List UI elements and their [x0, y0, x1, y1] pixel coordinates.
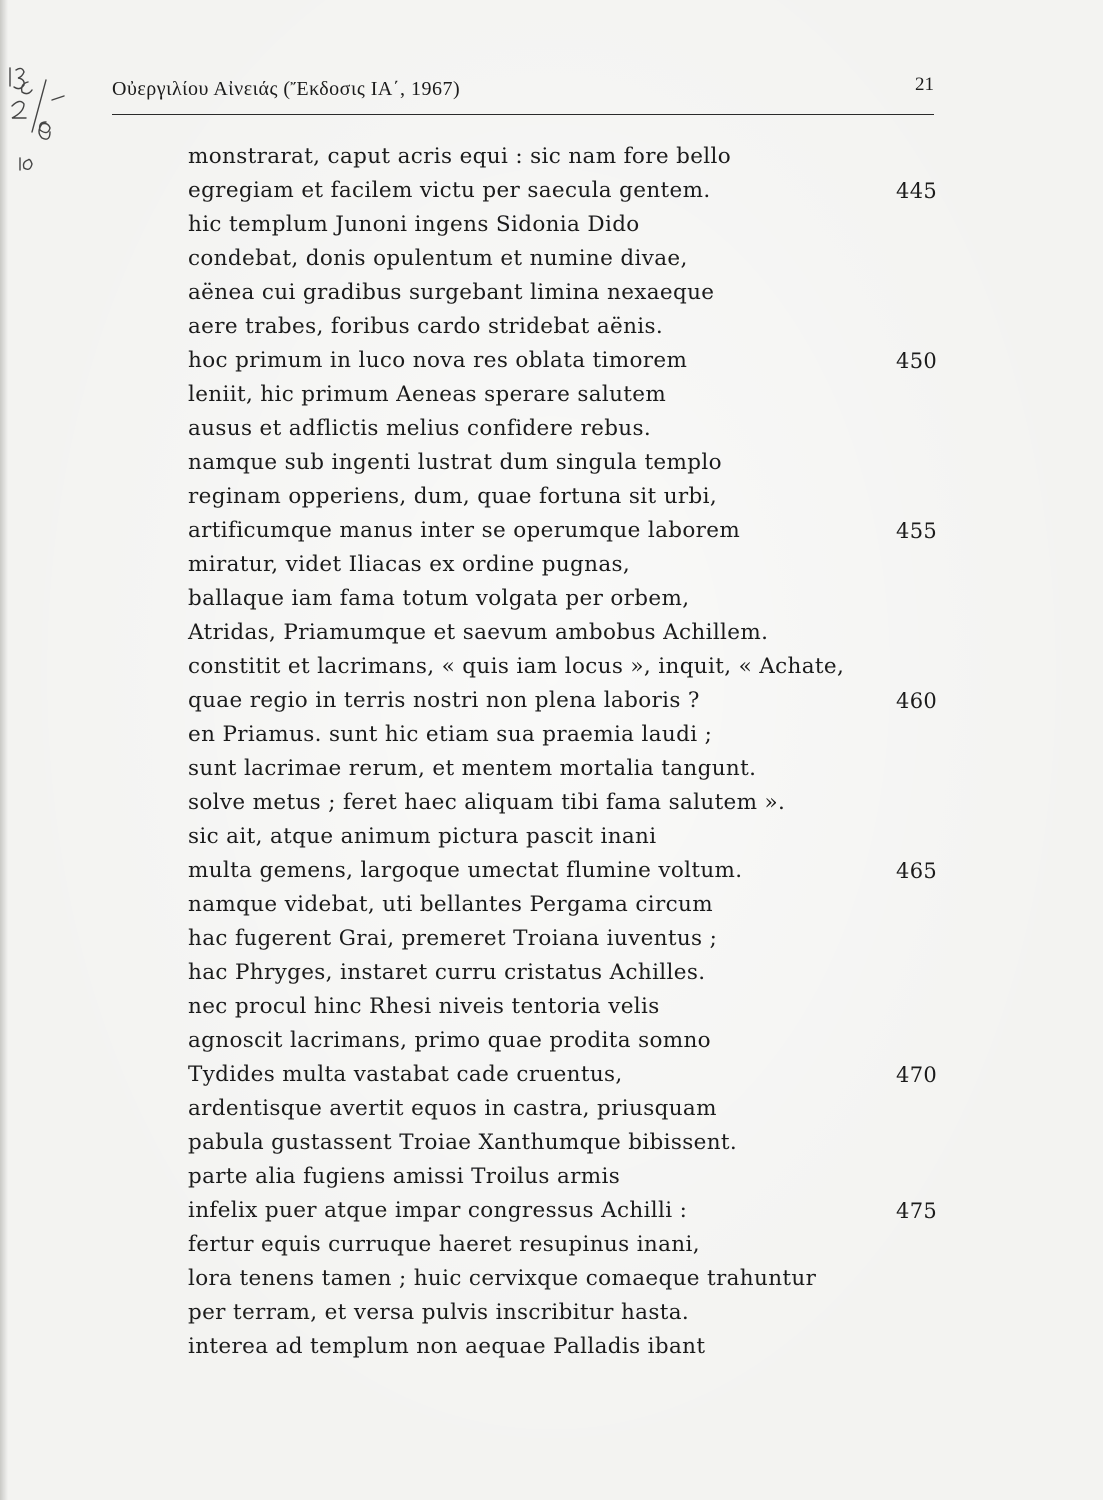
verse-line	[188, 480, 958, 514]
verse-text: nec procul hinc Rhesi niveis tentoria velis	[188, 994, 660, 1019]
verse-text: condebat, donis opulentum et numine divae,	[188, 246, 688, 271]
verse-text: miratur, videt Iliacas ex ordine pugnas,	[188, 552, 631, 577]
verse-line	[188, 616, 958, 650]
verse-line	[188, 1296, 958, 1330]
verse-line	[188, 684, 958, 718]
verse-line	[188, 446, 958, 480]
verse-line	[188, 718, 958, 752]
verse-line	[188, 1262, 958, 1296]
verse-line	[188, 1330, 958, 1364]
verse-text	[188, 140, 958, 1364]
verse-line	[188, 174, 958, 208]
verse-line	[188, 514, 958, 548]
verse-text: fertur equis curruque haeret resupinus inani,	[188, 1232, 700, 1257]
verse-line	[188, 1194, 958, 1228]
verse-text: hic templum Junoni ingens Sidonia Dido	[188, 212, 640, 237]
verse-text: artificumque manus inter se operumque laborem	[188, 518, 741, 543]
verse-text: hac Phryges, instaret curru cristatus Achilles.	[188, 960, 706, 985]
verse-text: namque sub ingenti lustrat dum singula templo	[188, 450, 722, 475]
verse-text: ballaque iam fama totum volgata per orbem,	[188, 586, 690, 611]
verse-text: en Priamus. sunt hic etiam sua praemia laudi ;	[188, 722, 713, 747]
verse-line	[188, 378, 958, 412]
verse-text: aënea cui gradibus surgebant limina nexaeque	[188, 280, 715, 305]
verse-line	[188, 1228, 958, 1262]
line-number: 455	[896, 519, 938, 543]
line-number: 460	[896, 689, 938, 713]
verse-text: solve metus ; feret haec aliquam tibi fama salutem ».	[188, 790, 786, 815]
line-number: 450	[896, 349, 938, 373]
verse-text: reginam opperiens, dum, quae fortuna sit urbi,	[188, 484, 718, 509]
verse-text: Atridas, Priamumque et saevum ambobus Achillem.	[188, 620, 769, 645]
verse-line	[188, 242, 958, 276]
verse-text: namque videbat, uti bellantes Pergama circum	[188, 892, 713, 917]
verse-line	[188, 310, 958, 344]
verse-text: pabula gustassent Troiae Xanthumque bibissent.	[188, 1130, 738, 1155]
verse-text: agnoscit lacrimans, primo quae prodita somno	[188, 1028, 711, 1053]
verse-line	[188, 208, 958, 242]
verse-line	[188, 990, 958, 1024]
line-number: 445	[896, 179, 938, 203]
verse-line	[188, 786, 958, 820]
verse-line	[188, 1058, 958, 1092]
verse-line	[188, 1126, 958, 1160]
verse-text: aere trabes, foribus cardo stridebat aënis.	[188, 314, 664, 339]
verse-text: lora tenens tamen ; huic cervixque comaeque trahuntur	[188, 1266, 817, 1291]
verse-text: parte alia fugiens amissi Troilus armis	[188, 1164, 621, 1189]
line-number: 470	[896, 1063, 938, 1087]
verse-line	[188, 820, 958, 854]
verse-text: infelix puer atque impar congressus Achilli :	[188, 1198, 688, 1223]
verse-text: ausus et adflictis melius confidere rebus.	[188, 416, 652, 441]
verse-line	[188, 1092, 958, 1126]
header-rule	[112, 114, 934, 115]
verse-text: hoc primum in luco nova res oblata timorem	[188, 348, 688, 373]
verse-line	[188, 140, 958, 174]
verse-line	[188, 854, 958, 888]
verse-line	[188, 548, 958, 582]
verse-line	[188, 888, 958, 922]
verse-line	[188, 1160, 958, 1194]
verse-text: constitit et lacrimans, « quis iam locus », inquit, « Achate,	[188, 654, 845, 679]
page-header	[112, 72, 934, 118]
verse-line	[188, 412, 958, 446]
line-number: 475	[896, 1199, 938, 1223]
running-head: Οὐεργιλίου Αἰνειάς (Ἔκδοσις ΙΑ΄, 1967)	[112, 78, 461, 100]
verse-text: leniit, hic primum Aeneas sperare salutem	[188, 382, 667, 407]
verse-text: ardentisque avertit equos in castra, priusquam	[188, 1096, 717, 1121]
verse-line	[188, 650, 958, 684]
verse-text: quae regio in terris nostri non plena laboris ?	[188, 688, 700, 713]
verse-text: interea ad templum non aequae Palladis ibant	[188, 1334, 706, 1359]
verse-text: hac fugerent Grai, premeret Troiana iuventus ;	[188, 926, 718, 951]
verse-line	[188, 752, 958, 786]
verse-text: egregiam et facilem victu per saecula gentem.	[188, 178, 711, 203]
verse-text: sic ait, atque animum pictura pascit inani	[188, 824, 657, 849]
verse-line	[188, 276, 958, 310]
verse-line	[188, 582, 958, 616]
verse-line	[188, 956, 958, 990]
verse-text: monstrarat, caput acris equi : sic nam fore bello	[188, 144, 732, 169]
page-number: 21	[915, 74, 934, 95]
page-edge-shadow	[0, 0, 8, 1500]
verse-text: sunt lacrimae rerum, et mentem mortalia tangunt.	[188, 756, 757, 781]
line-number: 465	[896, 859, 938, 883]
verse-text: Tydides multa vastabat cade cruentus,	[188, 1062, 623, 1087]
verse-text: per terram, et versa pulvis inscribitur hasta.	[188, 1300, 690, 1325]
verse-line	[188, 922, 958, 956]
handwritten-margin-note	[2, 62, 72, 172]
verse-line	[188, 1024, 958, 1058]
verse-text: multa gemens, largoque umectat flumine voltum.	[188, 858, 743, 883]
verse-line	[188, 344, 958, 378]
